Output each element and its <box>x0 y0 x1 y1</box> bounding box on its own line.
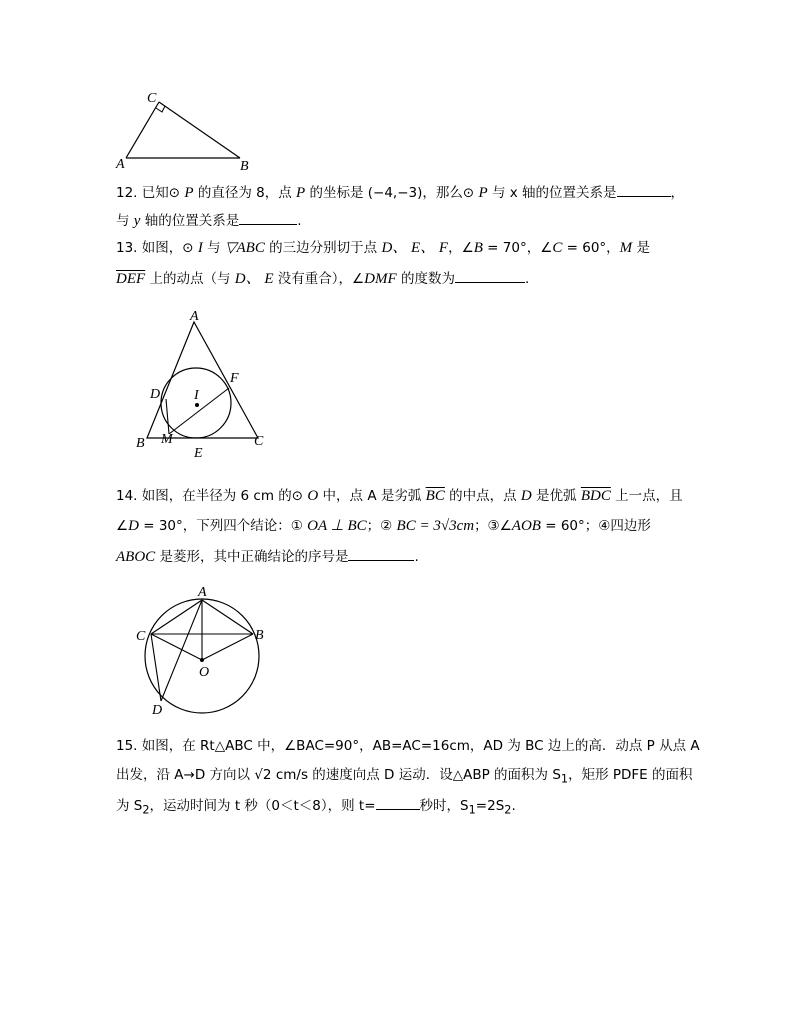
q15-line2: 出发，沿 A→D 方向以 √2 cm/s 的速度向点 D 运动．设△ABP 的面积为 $S_1$，矩形 PDFE 的面积 <box>116 767 693 786</box>
edge-cb <box>159 102 240 158</box>
label-e: E <box>194 446 203 461</box>
label-b: B <box>240 159 249 174</box>
incircle-figure <box>128 304 288 464</box>
label-i: I <box>194 388 199 403</box>
label-d: D <box>150 387 161 402</box>
segment-md <box>166 399 169 434</box>
label-a: A <box>116 157 125 172</box>
label-a: A <box>198 585 207 600</box>
center-i <box>195 403 199 407</box>
q14-line1: 14. 如图，在半径为 6 cm 的⊙ O 中，点 A 是劣弧 $\overline{BC}$ 的中点，点 D 是优弧 $\overline{BDC}$ 上一点，且 <box>116 488 683 504</box>
label-c: C <box>147 91 157 106</box>
answer-blank[interactable] <box>348 546 414 561</box>
center-o <box>200 658 204 662</box>
q15-line1: 15. 如图，在 Rt△ABC 中，∠BAC=90°，AB=AC=16cm，AD 为 BC 边上的高．动点 P 从点 A <box>116 738 700 754</box>
label-d: D <box>152 703 163 718</box>
label-o: O <box>199 665 210 680</box>
q12-line2: 与 y 轴的位置关系是 . <box>116 210 302 231</box>
label-f: F <box>230 371 239 386</box>
edge-ac <box>126 102 159 158</box>
answer-blank[interactable] <box>617 182 671 197</box>
triangle-figure <box>112 88 272 178</box>
label-c: C <box>136 629 146 644</box>
right-angle-mark <box>156 106 165 112</box>
q14-line2: ∠D = 30°，下列四个结论：① OA ⊥ BC；② BC = 3√3cm；③∠AOB = 60°；④四边形 <box>116 518 651 534</box>
q14-line3: ABOC 是菱形，其中正确结论的序号是 . <box>116 546 419 567</box>
answer-blank[interactable] <box>455 268 525 283</box>
segment-co <box>151 634 202 660</box>
segment-cd <box>151 634 161 701</box>
sqrt-2: √2 <box>254 767 272 783</box>
answer-blank[interactable] <box>376 795 420 810</box>
q13-line1: 13. 如图，⊙ I 与 ▽ABC 的三边分别切于点 D、 E、 F，∠B = 70°，∠C = 60°，M 是 <box>116 240 650 256</box>
label-c: C <box>254 434 264 449</box>
arc-bdc: $\overline{BDC}$ <box>580 488 611 504</box>
label-m: M <box>161 432 173 447</box>
arc-bc: $\overline{BC}$ <box>425 488 445 504</box>
q13-line2: $\overline{DEF}$ 上的动点（与 D、 E 没有重合），∠DMF 的度数为 . <box>116 268 529 289</box>
triangle-abc <box>147 322 258 438</box>
segment-ad <box>161 600 202 701</box>
label-a: A <box>190 309 199 324</box>
label-b: B <box>255 628 264 643</box>
circle-figure <box>130 584 280 724</box>
arc-def: $\overline{DEF}$ <box>116 271 146 287</box>
label-b: B <box>136 436 145 451</box>
segment-bo <box>202 634 253 660</box>
incircle <box>161 368 231 438</box>
q15-line3: 为 $S_2$，运动时间为 t 秒（0＜t＜8），则 t= 秒时，$S_1=2S_2$. <box>116 795 516 821</box>
answer-blank[interactable] <box>239 210 297 225</box>
q12-line1: 12. 已知⊙ P 的直径为 8，点 P 的坐标是 (−4,−3)，那么⊙ P 与 x 轴的位置关系是 ， <box>116 182 684 203</box>
segment-mf <box>169 388 229 434</box>
